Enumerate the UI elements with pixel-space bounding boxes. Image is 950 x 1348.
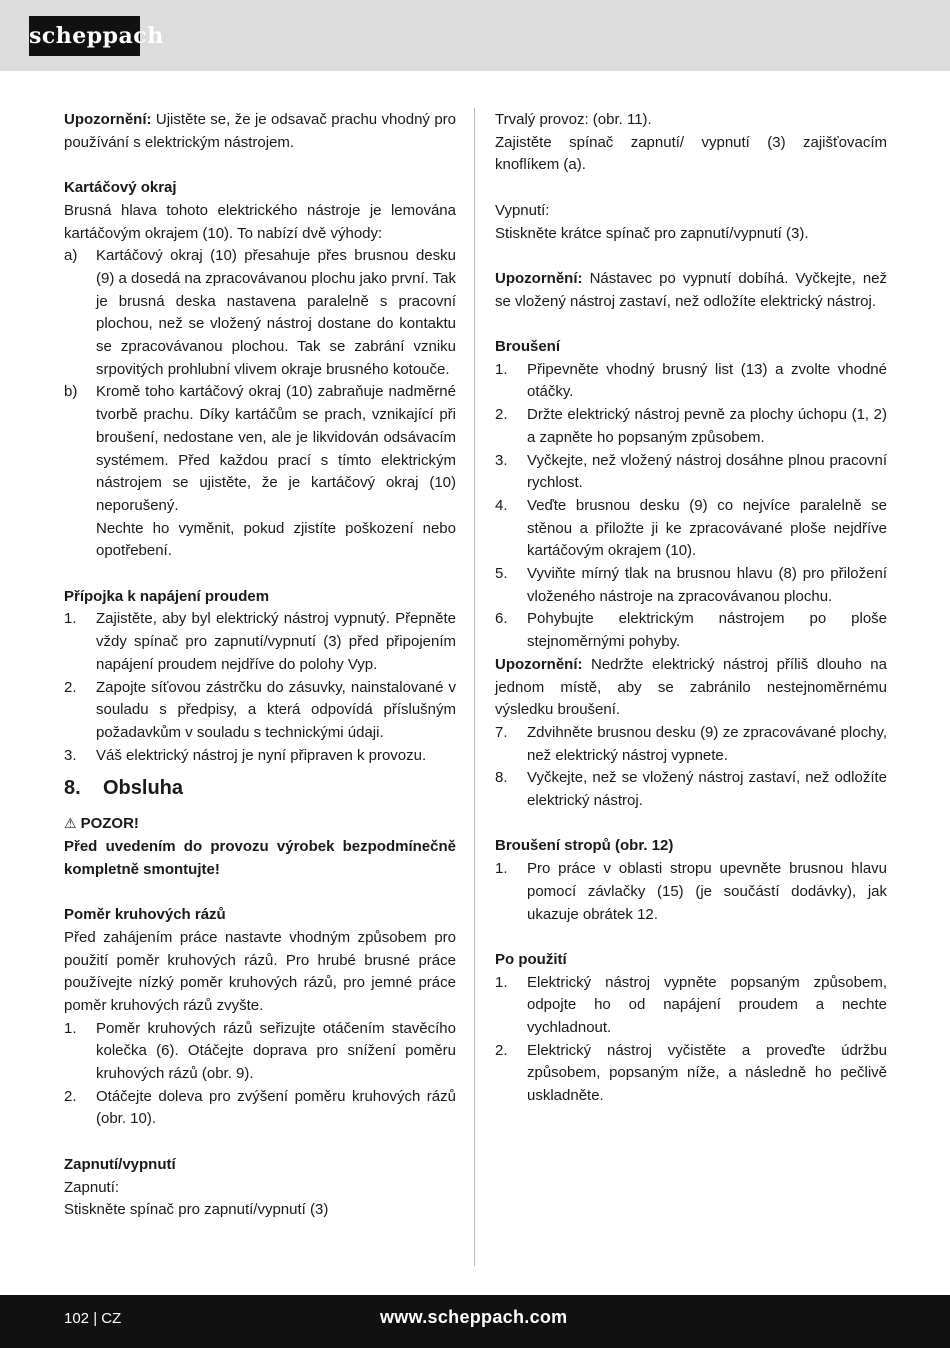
page-number: 102 | CZ (64, 1310, 122, 1327)
item-number: 1. (495, 360, 508, 378)
list-item (495, 404, 887, 449)
warning-text: Před uvedením do provozu výrobek bezpodmínečně kompletně smontujte! (64, 838, 456, 878)
item-text: Vyčkejte, než se vložený nástroj zastaví, než odložíte elektrický nástroj. (527, 769, 887, 810)
section-number: 8. (64, 777, 81, 800)
heading-on-off: Zapnutí/vypnutí (64, 1155, 176, 1173)
note-dust-extractor (64, 109, 456, 154)
list-item (64, 677, 456, 745)
item-number: 7. (495, 723, 508, 741)
item-text: Zajistěte, aby byl elektrický nástroj vypnutý. Přepněte vždy spínač pro zapnutí/vypnutí (3) před připojením napájení proudem nejdříve do polohy Vyp. (96, 610, 456, 673)
item-number: 2. (64, 1087, 77, 1105)
orbit-intro: Před zahájením práce nastavte vhodným způsobem pro použití poměr kruhových rázů. Pro hrubé brusné práce používejte nízký poměr kruhových rázů, pro jemné práce poměr kruhových rázů zvyšte. (64, 928, 456, 1014)
grinding-steps (495, 359, 887, 654)
list-item (495, 858, 887, 926)
warning-title: ⚠ POZOR! (64, 812, 456, 836)
heading-after-use: Po použití (495, 950, 567, 968)
section-title: Obsluha (103, 777, 184, 800)
switch-off-label: Vypnutí: (495, 201, 550, 219)
item-number: 5. (495, 565, 508, 583)
list-item (64, 608, 456, 676)
list-item (495, 722, 887, 767)
item-number: 1. (64, 610, 77, 628)
continuous-operation: Trvalý provoz: (obr. 11). (495, 111, 652, 128)
brush-replace-note: Nechte ho vyměnit, pokud zjistíte poškození nebo opotřebení. (96, 519, 456, 560)
note-label: Upozornění: (495, 269, 583, 287)
page-header (0, 0, 950, 71)
section-heading-operation (64, 774, 456, 802)
item-text: Pohybujte elektrickým nástrojem po ploše stejnoměrnými pohyby. (527, 610, 887, 651)
item-marker: a) (64, 247, 78, 265)
item-text: Váš elektrický nástroj je nyní připraven k provozu. (96, 746, 427, 764)
item-number: 8. (495, 769, 508, 787)
item-text: Vyviňte mírný tlak na brusnou hlavu (8) pro přiložení vloženého nástroje na zpracovávanou plochu. (527, 565, 887, 605)
item-marker: b) (64, 383, 78, 401)
item-text: Kromě toho kartáčový okraj (10) zabraňuje nadměrné tvorbě prachu. Díky kartáčům se prach, vznikající při broušení, nedostane ven, ale je likvidován odsávacím systémem. Před každou prací s tímto elektrickým nástrojem se ujistěte, že je kartáčový okraj (10) neporušený. (96, 383, 456, 514)
item-text: Vyčkejte, než vložený nástroj dosáhne plnou pracovní rychlost. (527, 451, 887, 492)
note-label: Upozornění: (64, 111, 152, 128)
list-item (64, 381, 456, 517)
right-column (495, 109, 887, 1108)
item-number: 2. (64, 678, 77, 696)
scheppach-logo: scheppach (29, 16, 140, 56)
list-item (64, 245, 456, 381)
item-number: 4. (495, 496, 508, 514)
item-text: Kartáčový okraj (10) přesahuje přes brusnou desku (9) a dosedá na zpracovávanou plochu jako první. Tak je brusná deska nastavena paralelně s pracovní plochou, než se vložený nástroj dostane do kontaktu se zpracovávanou plochou. Tak se zabrání vzniku srpovitých prohlubní vlivem okraje brusného kotouče. (96, 247, 456, 378)
list-item (495, 1040, 887, 1108)
item-text: Držte elektrický nástroj pevně za plochy úchopu (1, 2) a zapněte ho popsaným způsobem. (527, 406, 887, 446)
website-link[interactable]: www.scheppach.com (380, 1307, 568, 1327)
left-column (64, 109, 456, 1222)
list-item (64, 1086, 456, 1131)
list-item (495, 767, 887, 812)
note-text: Ujistěte se, že je odsavač prachu vhodný pro používání s elektrickým nástrojem. (64, 111, 456, 151)
list-item (495, 972, 887, 1040)
item-text: Elektrický nástroj vyčistěte a proveďte údržbu způsobem, popsaným níže, a následně ho pečlivě uskladněte. (527, 1041, 887, 1105)
item-number: 1. (495, 973, 508, 991)
item-number: 3. (495, 451, 508, 469)
note-text: Nedržte elektrický nástroj příliš dlouho na jednom místě, aby se zabránilo nestejnoměrnému výsledku broušení. (495, 655, 887, 719)
item-text: Otáčejte doleva pro zvýšení poměru kruhových rázů (obr. 10). (96, 1087, 456, 1128)
item-text: Elektrický nástroj vypněte popsaným způsobem, odpojte ho od napájení proudem a nechte vychladnout. (527, 973, 887, 1037)
item-number: 1. (64, 1019, 77, 1037)
item-text: Poměr kruhových rázů seřizujte otáčením stavěcího kolečka (6). Otáčejte doprava pro snížení poměru kruhových rázů (obr. 9). (96, 1019, 456, 1083)
list-item (495, 563, 887, 608)
list-item (64, 1018, 456, 1086)
list-item (64, 745, 456, 768)
heading-brush-edge: Kartáčový okraj (64, 179, 177, 197)
list-item (495, 450, 887, 495)
item-text: Připevněte vhodný brusný list (13) a zvolte vhodné otáčky. (527, 360, 887, 401)
item-text: Veďte brusnou desku (9) co nejvíce paralelně se stěnou a přiložte ji ke zpracovávané ploše nejdříve kartáčovým okrajem (10). (527, 496, 887, 560)
heading-power-connection: Přípojka k napájení proudem (64, 587, 270, 605)
lock-switch-text: Zajistěte spínač zapnutí/ vypnutí (3) zajišťovacím knoflíkem (a). (495, 133, 887, 174)
list-item (495, 359, 887, 404)
warning-icon: ⚠ (64, 815, 77, 832)
list-item (495, 608, 887, 653)
item-number: 3. (64, 746, 77, 764)
heading-orbit-ratio: Poměr kruhových rázů (64, 906, 226, 924)
switch-off-text: Stiskněte krátce spínač pro zapnutí/vypnutí (3). (495, 224, 809, 242)
item-text: Zdvihněte brusnou desku (9) ze zpracovávané plochy, než elektrický nástroj vypnete. (527, 723, 887, 764)
item-number: 1. (495, 860, 508, 878)
switch-on-text: Stiskněte spínač pro zapnutí/vypnutí (3) (64, 1201, 329, 1219)
grinding-steps-continued (495, 722, 887, 813)
note-label: Upozornění: (495, 655, 583, 673)
item-number: 6. (495, 610, 508, 628)
list-item (495, 495, 887, 563)
note-uneven-result (495, 654, 887, 722)
item-text: Pro práce v oblasti stropu upevněte brusnou hlavu pomocí závlačky (15) (je součástí dodávky), jak ukazuje obrátek 12. (527, 860, 887, 923)
brush-intro: Brusná hlava tohoto elektrického nástroje je lemována kartáčovým okrajem (10). To nabízí dvě výhody: (64, 201, 456, 242)
switch-on-label: Zapnutí: (64, 1178, 120, 1196)
item-text: Zapojte síťovou zástrčku do zásuvky, nainstalované v souladu s předpisy, a která odpovídá příslušným požadavkům v souladu s technickými údaji. (96, 678, 456, 741)
column-divider (474, 108, 475, 1266)
heading-grinding: Broušení (495, 337, 561, 355)
note-text: Nástavec po vypnutí dobíhá. Vyčkejte, než se vložený nástroj zastaví, než odložíte elektrický nástroj. (495, 269, 887, 310)
heading-ceiling-grinding: Broušení stropů (obr. 12) (495, 837, 674, 855)
note-coast-down (495, 268, 887, 313)
item-number: 2. (495, 1041, 508, 1059)
item-number: 2. (495, 406, 508, 424)
page-footer (0, 1295, 950, 1348)
